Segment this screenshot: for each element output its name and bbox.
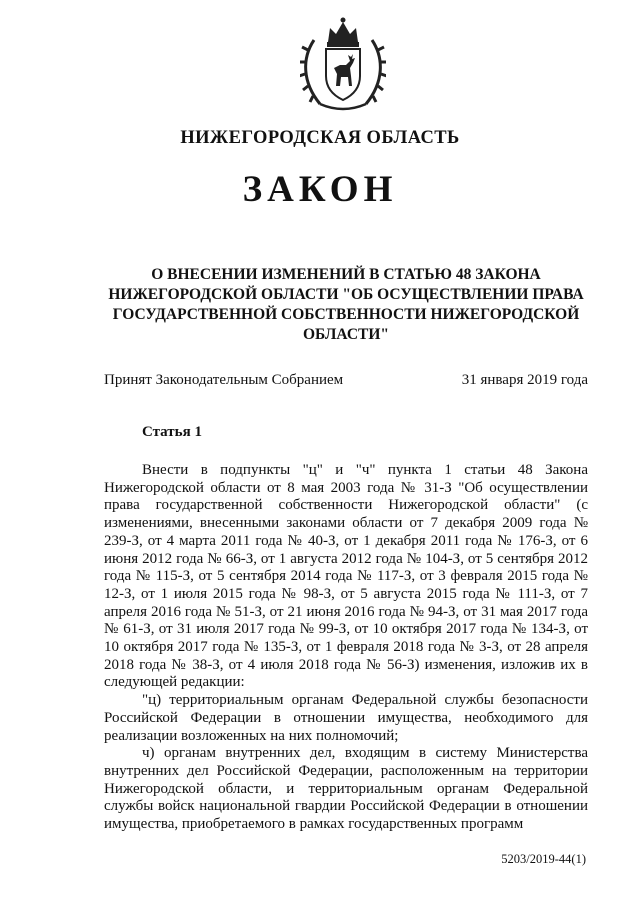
title-line: НИЖЕГОРОДСКОЙ ОБЛАСТИ "ОБ ОСУЩЕСТВЛЕНИИ ПРАВА (108, 286, 584, 303)
paragraph: "ц) территориальным органам Федеральной службы безопасности Российской Федерации в отношении имущества, необходимого для реализации возложенных на них полномочий; (104, 692, 588, 744)
document-type: ЗАКОН (242, 169, 398, 210)
adoption-line (104, 372, 588, 389)
title-line: ГОСУДАРСТВЕННОЙ СОБСТВЕННОСТИ НИЖЕГОРОДСКОЙ (112, 306, 580, 323)
law-title (96, 265, 596, 345)
adoption-date: 31 января 2019 года (461, 372, 588, 388)
region-name: НИЖЕГОРОДСКАЯ ОБЛАСТЬ (180, 128, 460, 148)
adoption-label: Принят Законодательным Собранием (104, 372, 344, 388)
paragraph: ч) органам внутренних дел, входящим в систему Министерства внутренних дел Российской Федерации, расположенным на территории Нижегородской области, и территориальным органам Федеральной службы войск национальной гвардии Российской Федерации в отношении имущества, приобретаемого в рамках государственных программ (104, 745, 588, 833)
title-line: ОБЛАСТИ" (302, 326, 390, 343)
paragraph: Внести в подпункты "ц" и "ч" пункта 1 статьи 48 Закона Нижегородской области от 8 мая 2003 года № 31-З "Об осуществлении права государственной собственности Нижегородской области" (с изменениями, внесенными законами области от 7 декабря 2009 года № 239-З, от 4 марта 2011 года № 40-З, от 1 декабря 2011 года № 176-З, от 6 июня 2012 года № 66-З, от 1 августа 2012 года № 104-З, от 5 сентября 2012 года № 115-З, от 5 сентября 2014 года № 117-З, от 3 февраля 2015 года № 12-З, от 1 июля 2015 года № 98-З, от 5 августа 2015 года № 111-З, от 7 апреля 2016 года № 51-З, от 21 июня 2016 года № 94-З, от 31 мая 2017 года № 61-З, от 31 июля 2017 года № 99-З, от 10 октября 2017 года № 134-З, от 10 октября 2017 года № 135-З, от 1 февраля 2018 года № 3-З, от 28 апреля 2018 года № 38-З, от 4 июля 2018 года № 56-З) изменения, изложив их в следующей редакции: (104, 462, 588, 691)
coat-of-arms-icon (300, 16, 386, 116)
document-code: 5203/2019-44(1) (501, 852, 586, 866)
article-body (104, 462, 588, 834)
title-line: О ВНЕСЕНИИ ИЗМЕНЕНИЙ В СТАТЬЮ 48 ЗАКОНА (151, 266, 541, 283)
article-heading: Статья 1 (142, 424, 202, 440)
